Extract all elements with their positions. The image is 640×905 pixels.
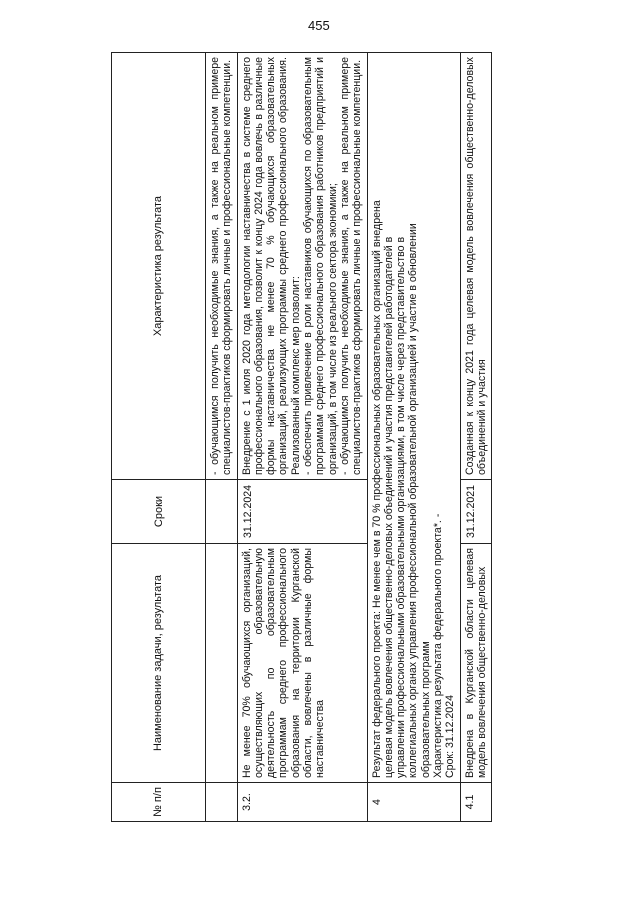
federal-result-line: целевая модель вовлечения общественно-деловых объединений и участия представителей работодателей в bbox=[382, 236, 395, 778]
header-number: № п/п bbox=[112, 783, 206, 822]
cell-number: 3.2. bbox=[237, 783, 367, 822]
header-task: Наименование задачи, результата bbox=[112, 544, 206, 783]
header-deadline: Сроки bbox=[112, 480, 206, 544]
header-description: Характеристика результата bbox=[112, 53, 206, 480]
federal-result-deadline: Срок: 31.12.2024 bbox=[444, 695, 457, 778]
cell-number: 4 bbox=[367, 783, 460, 822]
federal-result-line: коллегиальных органах управления профессиональной образовательной организацией и участие в обновлении bbox=[407, 223, 420, 778]
description-paragraph: - обеспечить привлечение в роли наставников обучающихся по образовательным программам среднего профессионального образования работников предприятий и организаций, в том числе из реального сектора экономики; bbox=[302, 57, 339, 475]
federal-result-line: образовательных программ bbox=[419, 641, 432, 778]
results-table bbox=[111, 52, 492, 822]
cell-description: Созданная к концу 2021 года целевая модель вовлечения общественно-деловых объединений и участия bbox=[460, 53, 492, 480]
table-row-continuation bbox=[206, 53, 238, 822]
cell-number bbox=[206, 783, 238, 822]
table-row-4-1 bbox=[460, 53, 492, 822]
federal-result-line: управлении профессиональными образовательными организациями, в том числе через представительство в bbox=[395, 236, 408, 778]
table-row-4 bbox=[367, 53, 460, 822]
cell-federal-result bbox=[367, 53, 460, 783]
federal-result-characteristic: Характеристика результата федерального проекта*. - bbox=[432, 513, 445, 778]
table-row-3-2 bbox=[237, 53, 367, 822]
federal-result-line: Результат федерального проекта: Не менее чем в 70 % профессиональных образовательных организаций внедрена bbox=[370, 200, 383, 778]
cell-task: Внедрена в Курганской области целевая модель вовлечения общественно-деловых bbox=[460, 544, 492, 783]
rotated-table-container bbox=[111, 52, 604, 822]
cell-number: 4.1 bbox=[460, 783, 492, 822]
cell-task: Не менее 70% обучающихся организаций, осуществляющих образовательную деятельность по образовательным программам среднего профессионального образования на территории Курганской области, вовлечены в различные формы наставничества bbox=[237, 544, 367, 783]
cell-description bbox=[237, 53, 367, 480]
cell-deadline: 31.12.2021 bbox=[460, 480, 492, 544]
cell-deadline: 31.12.2024 bbox=[237, 480, 367, 544]
description-paragraph: - обучающимся получить необходимые знания, а также на реальном примере специалистов-практиков сформировать личные и профессиональные компетенции. bbox=[338, 57, 364, 475]
cell-description: - обучающимся получить необходимые знания, а также на реальном примере специалистов-практиков сформировать личные и профессиональные компетенции. bbox=[206, 53, 238, 480]
page-number: 455 bbox=[308, 18, 330, 33]
cell-deadline bbox=[206, 480, 238, 544]
description-paragraph: Внедрение с 1 июля 2020 года методологии наставничества в системе среднего профессионального образования, позволит к концу 2024 года вовлечь в различные формы наставничества не менее 70 % обучающихся образовательных организаций, реализующих программы среднего профессионального образования. Реализованный комплекс мер позволит: bbox=[240, 57, 302, 475]
table-header-row bbox=[112, 53, 206, 822]
cell-task bbox=[206, 544, 238, 783]
